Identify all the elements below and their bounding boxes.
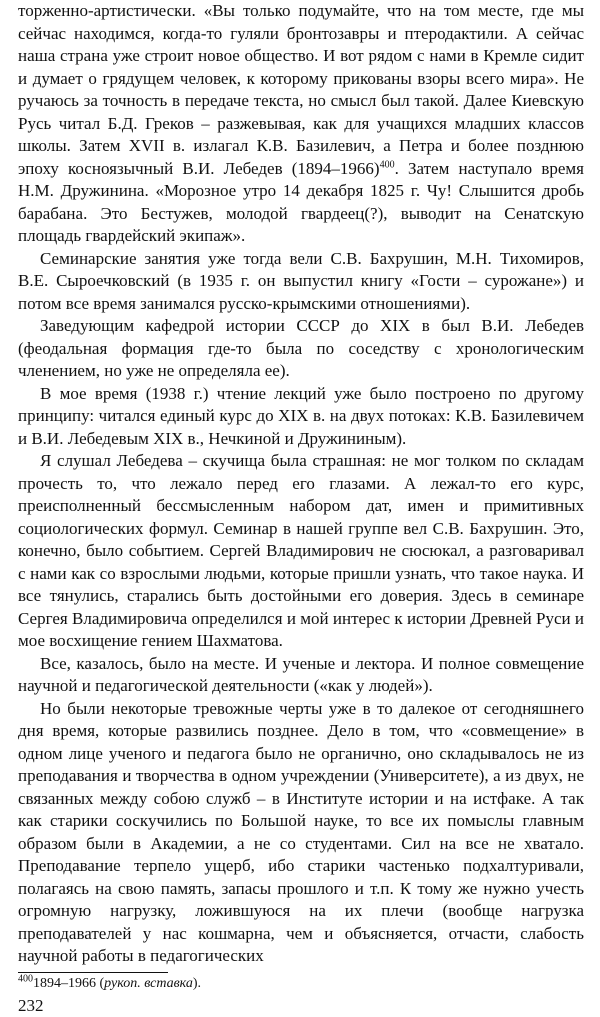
footnote-400: $^{400}$1894–1966 (рукоп. вставка). (18, 972, 202, 991)
footnote-number: 400 (18, 972, 33, 984)
footnote-reference[interactable]: 400 (379, 158, 395, 170)
paragraph-2: Семинарские занятия уже тогда вели С.В. Бахрушин, М.Н. Тихомиров, В.Е. Сыроечковский (в 1935 г. он выпустил книгу «Гости – сурожане») и потом все время занимался русско-крымскими отношениями). (18, 248, 584, 313)
paragraph-6: Все, казалось, было на месте. И ученые и лектора. И полное совмещение научной и педагогической деятельности («как у людей»). (18, 653, 584, 695)
paragraph-3: Заведующим кафедрой истории СССР до XIX в был В.И. Лебедев (феодальная формация где-то была по соседству с хронологическим членением, но уже не определяла ее). (18, 316, 584, 380)
paragraph-5: Я слушал Лебедева – скучища была страшная: не мог толком по складам прочесть то, что лежало перед его глазами. А лежал-то его курс, преисполненный бессмысленным набором дат, имен и примитивных социологических формул. Семинар в нашей группе вел С.В. Бахрушин. Это, конечно, было событием. Сергей Владимирович не сюсюкал, а разговаривал с нами как со взрослыми людьми, которые пришли узнать, что такое наука. И все тянулись, старались быть достойными его доверия. Здесь в семинаре Сергея Владимировича определился и мой интерес к истории Древней Руси и мое восхищение гением Шахматова. (18, 451, 584, 650)
main-text (18, 0, 584, 968)
paragraph-1: торженно-артистически. «Вы только подумайте, что на том месте, где мы сейчас находимся, когда-то гуляли бронтозавры и птеродактили. А сейчас наша страна уже строит новое общество. И вот рядом с нами в Кремле сидит и думает о грядущем человек, к которому прикованы взоры всего мира». Не ручаюсь за точность в передаче текста, но смысл был такой. Далее Киевскую Русь читал Б.Д. Греков – разжевывая, как для учащихся младших классов школы. Затем XVII в. излагал К.В. Базилевич, а Петра и более позднюю эпоху косноязычный В.И. Лебедев (1894–1966)$^{400}$. Затем наступало время Н.М. Дружинина. «Морозное утро 14 декабря 1825 г. Чу! Слышится дробь барабана. Это Бестужев, молодой гвардеец(?), выводит на Сенатскую площадь гвардейский экипаж». (18, 1, 584, 245)
paragraph-4: В мое время (1938 г.) чтение лекций уже было построено по другому принципу: читался единый курс до XIX в. на двух потоках: К.В. Базилевичем и В.И. Лебедевым XIX в., Нечкиной и Дружининым). (18, 383, 584, 448)
page-number: 232 (18, 995, 44, 1015)
footnote-divider (18, 972, 168, 973)
paragraph-7: Но были некоторые тревожные черты уже в то далекое от сегодняшнего дня время, которые развились позднее. Дело в том, что «совмещение» в одном лице ученого и педагога было не органично, оно складывалось не из преподавания и творчества в одном учреждении (Университете), а из двух, не связанных между собою служб – в Институте истории и на истфаке. А так как старики соскучились по Большой науке, то все их помыслы главным образом были в Академии, а не со студентами. Сил на все не хватало. Преподавание терпело ущерб, ибо старики частенько подхалтуривали, полагаясь на свою память, запасы прошлого и т.п. К тому же нужно учесть огромную нагрузку, ложившуюся на их плечи (вообще нагрузка преподавателей у нас кошмарна, чем и объясняется, отчасти, слабость научной работы в педагогических (18, 698, 584, 965)
